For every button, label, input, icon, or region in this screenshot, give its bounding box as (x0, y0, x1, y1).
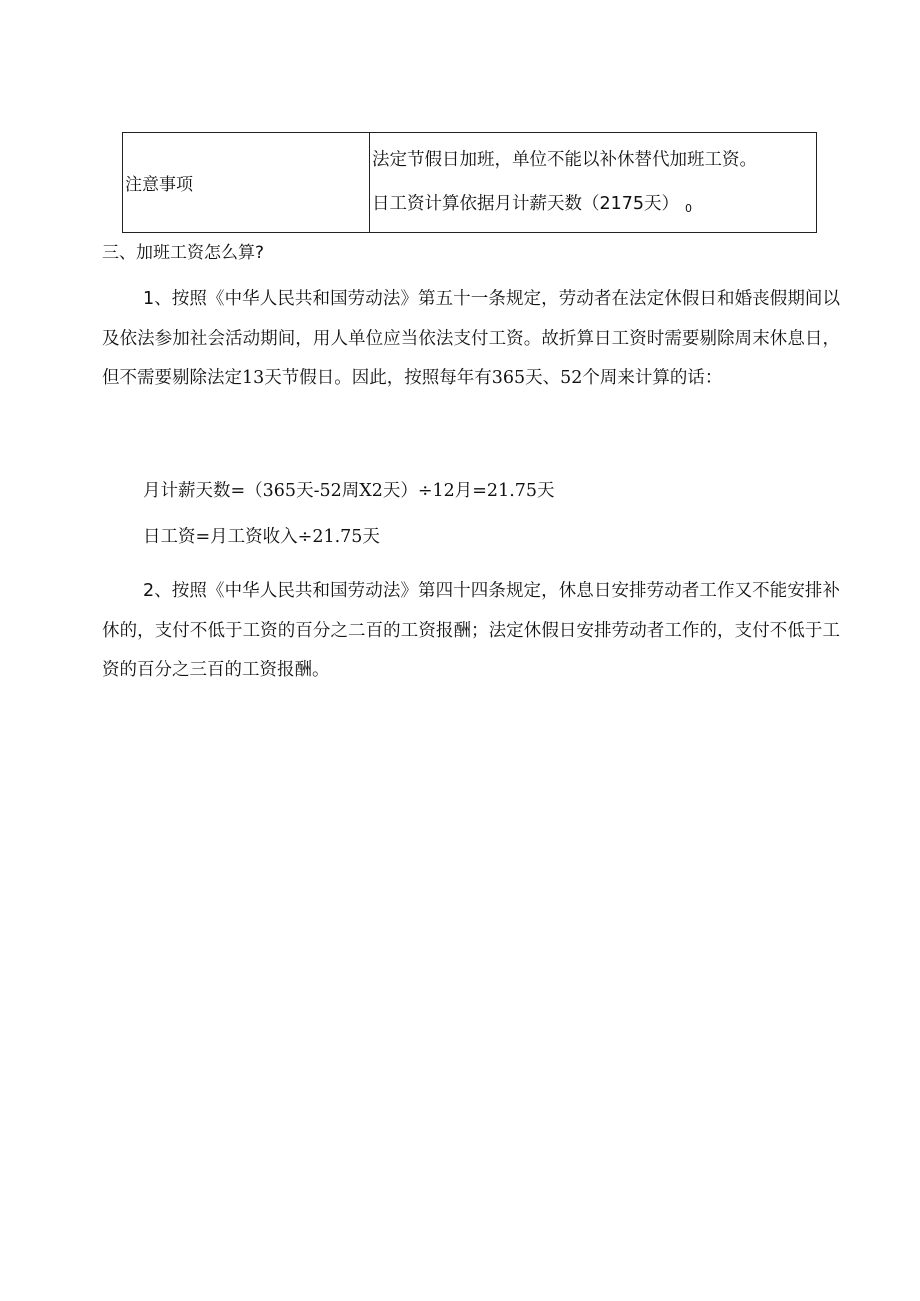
notes-label-cell (123, 133, 370, 233)
notes-table (122, 132, 817, 233)
paragraph (102, 280, 840, 399)
formula-monthly-paid-days: 月计薪天数=（365天-52周X2天）÷12月=21.75天 (143, 481, 555, 501)
table-row (123, 133, 817, 233)
formula-daily-wage: 日工资=月工资收入÷21.75天 (143, 527, 380, 547)
note-line (372, 193, 816, 217)
law-reference: 1、按照《中华人民共和国劳动法》第五十一条规定， (143, 289, 559, 309)
paragraph-body: 劳动者在法定休假日和婚丧假期间以及依法参加社会活动期间，用人单位应当依法支付工资。故折算日工资时需要剔除周末休息日，但不需要剔除法定13天节假日。因此，按照每年有365天、52个周来计算的话： (102, 289, 840, 388)
notes-label: 注意事项 (125, 175, 193, 195)
law-reference: 2、按照《中华人民共和国劳动法》第四十四条规定， (143, 581, 559, 601)
note-text: 法定节假日加班，单位不能以补休替代加班工资。 (372, 149, 757, 170)
note-line (372, 149, 816, 171)
note-text: 日工资计算依据月计薪天数（2175天） (372, 193, 680, 214)
notes-content-cell (370, 133, 817, 233)
paragraph (102, 572, 840, 691)
paragraph-body: 休息日安排劳动者工作又不能安排补休的，支付不低于工资的百分之二百的工资报酬；法定休假日安排劳动者工作的，支付不低于工资的百分之三百的工资报酬。 (102, 581, 840, 680)
section-heading: 三、加班工资怎么算? (102, 243, 265, 263)
note-suffix: 0 (685, 201, 693, 215)
